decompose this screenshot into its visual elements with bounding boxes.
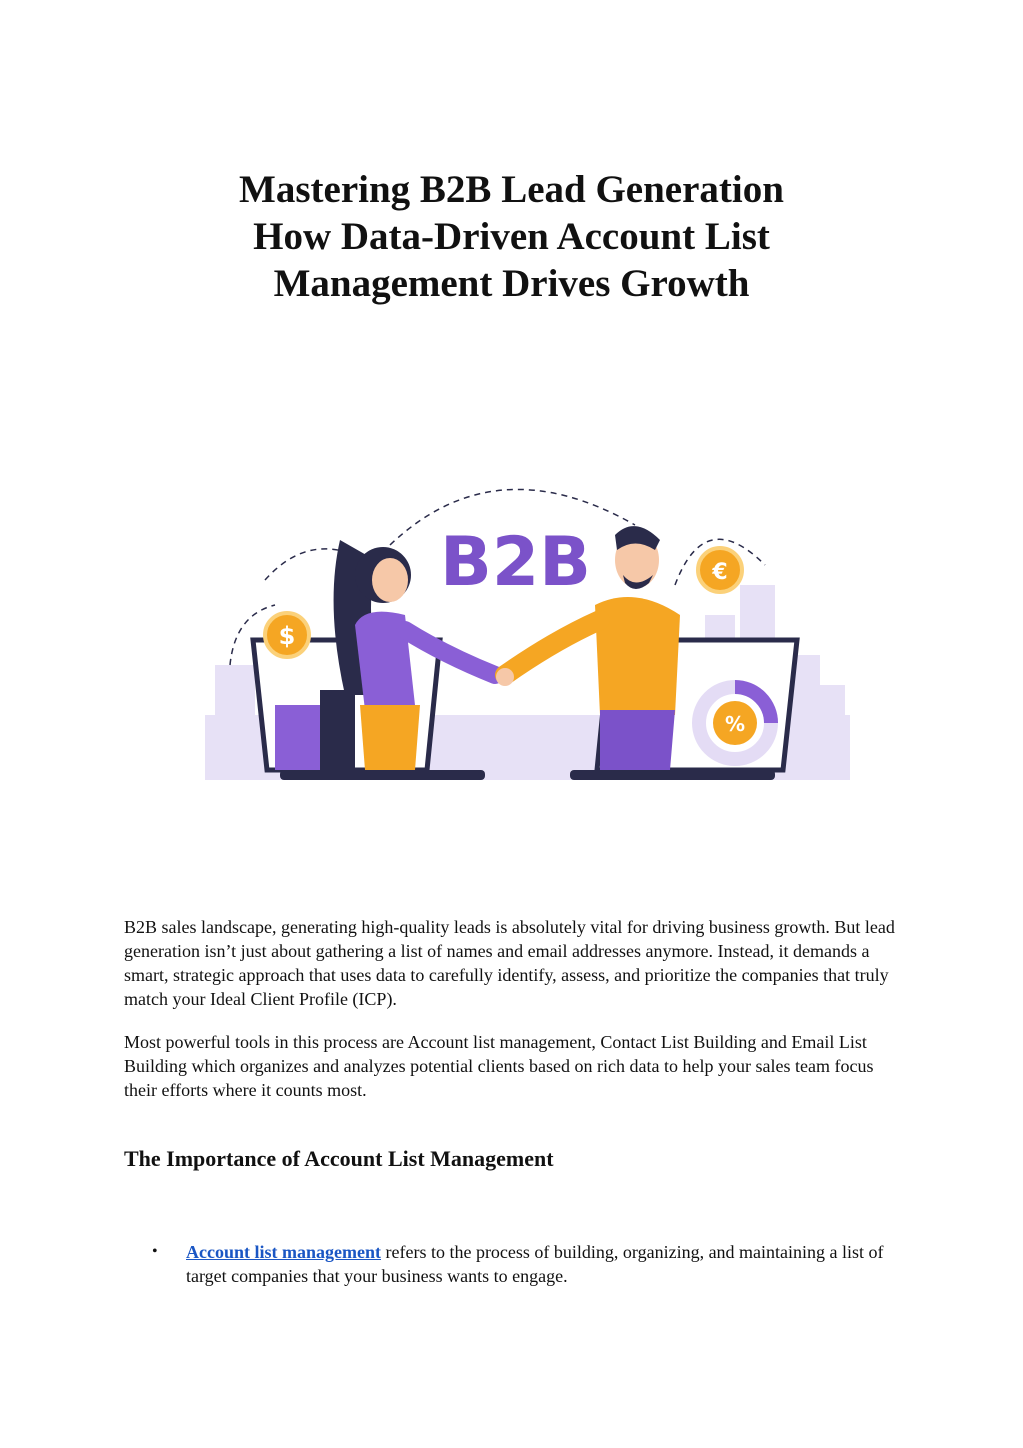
intro-paragraph: B2B sales landscape, generating high-quality leads is absolutely vital for driving business growth. But lead generation isn’t just about gathering a list of names and email addresses anymore. Instead, it demands a smart, strategic approach that uses data to carefully identify, assess, and prioritize the companies that truly match your Ideal Client Profile (ICP). [124, 917, 895, 1009]
svg-text:%: % [724, 712, 746, 736]
tools-paragraph: Most powerful tools in this process are Account list management, Contact List Building and Email List Building which organizes and analyzes potential clients based on rich data to help your sales team focus their efforts where it counts most. [124, 1032, 874, 1100]
bullet-marker: • [152, 1243, 158, 1260]
list-item [124, 1240, 884, 1288]
page-title [0, 166, 1023, 307]
bullet-list [124, 1240, 884, 1288]
list-item-text: refers to the process of building, organizing, and maintaining a list of target companies that your business wants to engage. [186, 1242, 884, 1286]
title-line-1: Mastering B2B Lead Generation [239, 168, 784, 211]
b2b-handshake-illustration [205, 465, 850, 785]
title-line-2: How Data-Driven Account List [253, 215, 770, 258]
section-heading: The Importance of Account List Management [124, 1146, 554, 1171]
euro-coin-icon [698, 548, 742, 592]
svg-text:$: $ [278, 622, 296, 650]
svg-text:€: € [712, 560, 728, 585]
b2b-badge-text: B2B [440, 523, 591, 602]
title-line-3: Management Drives Growth [273, 262, 750, 305]
account-list-management-link[interactable]: Account list management [186, 1242, 381, 1262]
dollar-coin-icon [265, 613, 309, 657]
